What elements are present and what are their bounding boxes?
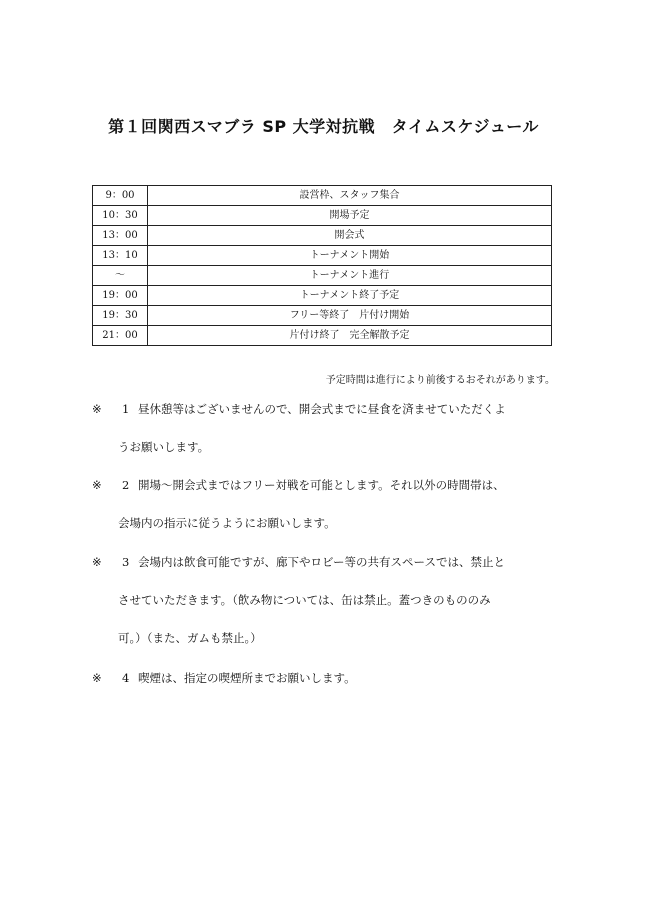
notice-number: 2 [122, 478, 130, 492]
reference-mark: ※ [92, 402, 102, 416]
reference-mark: ※ [92, 478, 102, 492]
notice-text-line: うお願いします。 [118, 440, 210, 454]
event-cell: 設営枠、スタッフ集合 [148, 186, 552, 206]
table-row [93, 286, 552, 306]
table-row [93, 306, 552, 326]
table-row [93, 246, 552, 266]
reference-mark: ※ [92, 671, 102, 685]
notice-number: 4 [122, 671, 130, 685]
time-cell: 13：10 [93, 246, 148, 266]
schedule-note: 予定時間は進行により前後するおそれがあります。 [325, 375, 555, 386]
table-row [93, 206, 552, 226]
time-cell: 10：30 [93, 206, 148, 226]
notice-text-line: 可。）（また、ガムも禁止。） [118, 631, 262, 645]
event-cell: 開場予定 [148, 206, 552, 226]
notice-item-3 [92, 543, 562, 657]
time-cell: 19：30 [93, 306, 148, 326]
time-cell: 13：00 [93, 226, 148, 246]
schedule-table [92, 185, 552, 346]
notice-text-line: 昼休憩等はございませんので、開会式までに昼食を済ませていただくよ [138, 402, 506, 416]
reference-mark: ※ [92, 555, 102, 569]
notice-item-4 [92, 659, 562, 697]
table-row [93, 186, 552, 206]
notice-item-1 [92, 390, 562, 466]
notice-number: 1 [122, 402, 130, 416]
notice-text-line: 開場～開会式まではフリー対戦を可能とします。それ以外の時間帯は、 [138, 478, 505, 492]
event-cell: 片付け終了 完全解散予定 [148, 326, 552, 346]
table-row [93, 266, 552, 286]
event-cell: フリー等終了 片付け開始 [148, 306, 552, 326]
time-cell: 21：00 [93, 326, 148, 346]
notice-item-2 [92, 466, 562, 542]
event-cell: トーナメント進行 [148, 266, 552, 286]
event-cell: トーナメント終了予定 [148, 286, 552, 306]
time-cell: 19：00 [93, 286, 148, 306]
time-cell: 9：00 [93, 186, 148, 206]
event-cell: 開会式 [148, 226, 552, 246]
notice-text-line: 会場内は飲食可能ですが、廊下やロビー等の共有スペースでは、禁止と [138, 555, 505, 569]
notice-text-line: させていただきます。（飲み物については、缶は禁止。蓋つきのもののみ [118, 593, 491, 607]
time-cell: ～ [93, 266, 148, 286]
page-title: 第１回関西スマブラ SP 大学対抗戦 タイムスケジュール [108, 117, 539, 136]
event-cell: トーナメント開始 [148, 246, 552, 266]
table-row [93, 326, 552, 346]
notice-number: 3 [122, 555, 130, 569]
table-row [93, 226, 552, 246]
notice-text-line: 喫煙は、指定の喫煙所までお願いします。 [138, 671, 356, 685]
notice-text-line: 会場内の指示に従うようにお願いします。 [118, 516, 336, 530]
